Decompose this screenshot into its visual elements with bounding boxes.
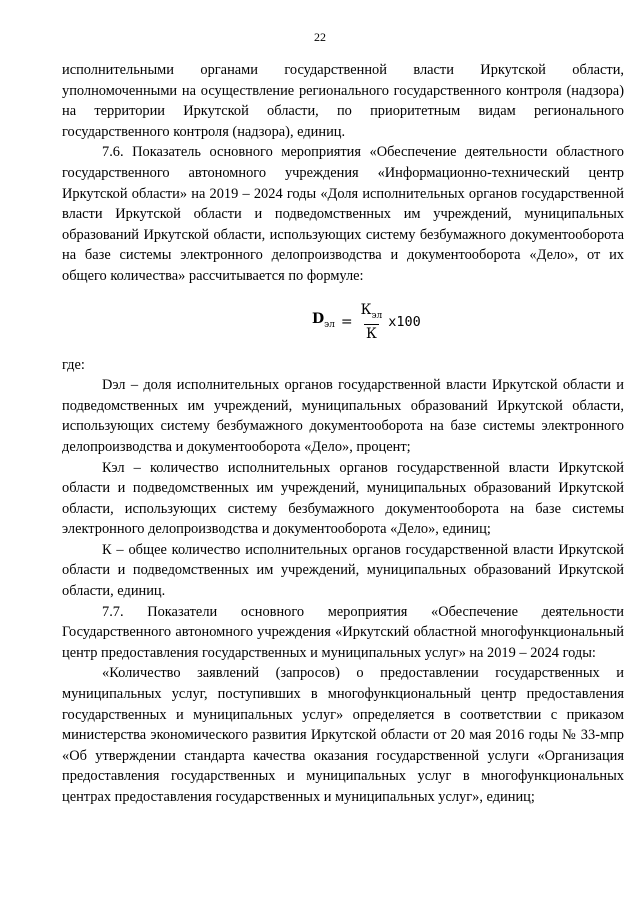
formula-numerator-symbol: К bbox=[360, 301, 372, 318]
formula-block bbox=[62, 295, 624, 351]
paragraph-def-k: К – общее количество исполнительных органов государственной власти Иркутской области и подведомственных им учреждений, муниципальных образований Иркутской области, единиц. bbox=[62, 541, 624, 600]
formula-lhs-symbol: D bbox=[312, 310, 325, 327]
paragraph-where: где: bbox=[62, 356, 85, 373]
formula-lhs-subscript: эл bbox=[324, 319, 335, 330]
formula-lhs bbox=[312, 309, 335, 335]
formula-numerator-subscript: эл bbox=[371, 310, 383, 321]
paragraph-def-d: Dэл – доля исполнительных органов государственной власти Иркутской области и подведомственных им учреждений, муниципальных образований Иркутской области, использующих систему безбумажного документооборота на базе системы электронного делопроизводства и документооборота «Дело», процент; bbox=[62, 377, 624, 455]
paragraph-7-6: 7.6. Показатель основного мероприятия «Обеспечение деятельности областного государственного автономного учреждения «Информационно-технический центр Иркутской области» на 2019 – 2024 годы «Доля исполнительных органов государственной власти Иркутской области и подведомственных им учреждений, муниципальных образований Иркутской области, использующих систему безбумажного документооборота на базе системы электронного делопроизводства и документооборота «Дело», от их общего количества» рассчитывается по формуле: bbox=[62, 144, 624, 284]
paragraph-def-k-el: Кэл – количество исполнительных органов государственной власти Иркутской области и подведомственных им учреждений, муниципальных образований Иркутской области, использующих систему безбумажного документооборота на базе системы электронного делопроизводства и документооборота «Дело», единиц; bbox=[62, 459, 624, 538]
formula-multiplier: x100 bbox=[388, 313, 421, 330]
paragraph-7-7: 7.7. Показатели основного мероприятия «Обеспечение деятельности Государственного автономного учреждения «Иркутский областной многофункциональный центр предоставления государственных и муниципальных услуг» на 2019 – 2024 годы: bbox=[62, 603, 624, 661]
formula-equals: = bbox=[340, 313, 353, 330]
formula bbox=[312, 301, 421, 344]
paragraph-continuation: исполнительными органами государственной власти Иркутской области, уполномоченными на осуществление регионального государственного контроля (надзора) на территории Иркутской области, по приоритетным видам регионального государственного контроля (надзора), единиц. bbox=[62, 62, 624, 140]
formula-numerator bbox=[359, 301, 385, 325]
formula-denominator: К bbox=[366, 326, 377, 343]
paragraph-applications-count: «Количество заявлений (запросов) о предоставлении государственных и муниципальных услуг, поступивших в многофункциональный центр предоставления государственных и муниципальных услуг» определяется в соответствии с приказом министерства экономического развития Иркутской области от 20 мая 2016 годы № 33-мпр «Об утверждении стандарта качества оказания государственной услуги «Организация предоставления государственных и муниципальных услуг в многофункциональных центрах предоставления государственных и муниципальных услуг», единиц; bbox=[62, 665, 624, 805]
formula-fraction bbox=[359, 301, 385, 344]
document-body bbox=[62, 60, 624, 808]
page-number: 22 bbox=[314, 30, 326, 44]
